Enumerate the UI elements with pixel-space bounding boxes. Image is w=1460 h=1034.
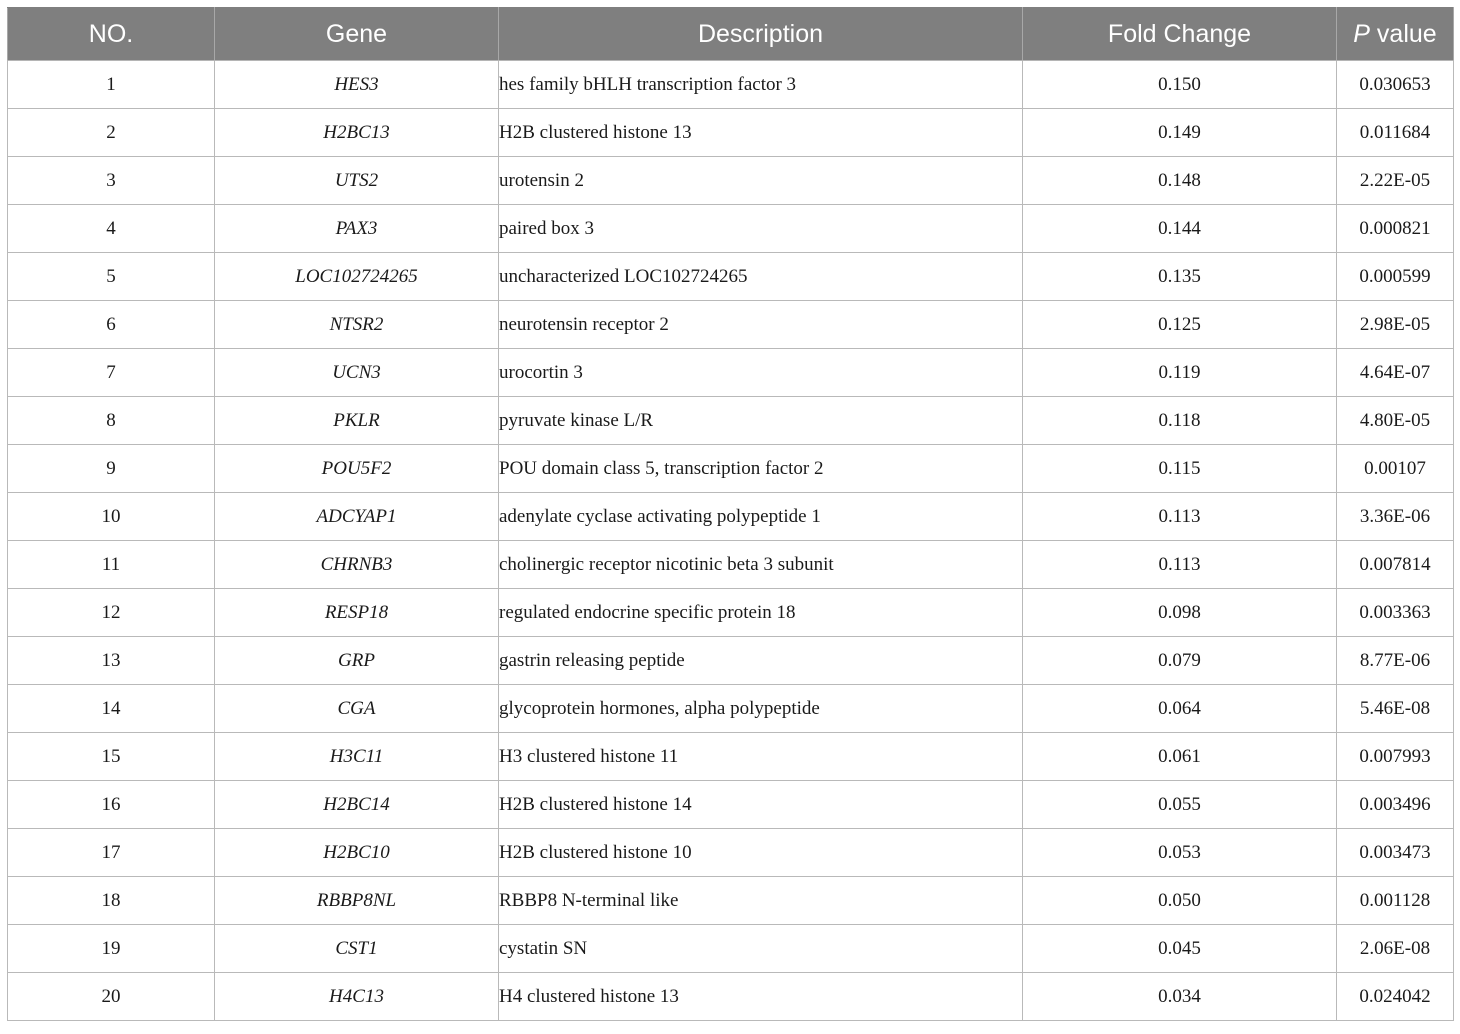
cell-description: H2B clustered histone 14 bbox=[499, 781, 1023, 829]
cell-description: cholinergic receptor nicotinic beta 3 subunit bbox=[499, 541, 1023, 589]
cell-description: H4 clustered histone 13 bbox=[499, 973, 1023, 1021]
table-row bbox=[8, 637, 1454, 685]
cell-fold-change: 0.053 bbox=[1023, 829, 1337, 877]
cell-description: regulated endocrine specific protein 18 bbox=[499, 589, 1023, 637]
table-row bbox=[8, 973, 1454, 1021]
cell-description: pyruvate kinase L/R bbox=[499, 397, 1023, 445]
header-p-value bbox=[1337, 8, 1454, 61]
table-row bbox=[8, 685, 1454, 733]
cell-p-value: 0.007993 bbox=[1337, 733, 1454, 781]
cell-p-value: 4.80E-05 bbox=[1337, 397, 1454, 445]
cell-description: urocortin 3 bbox=[499, 349, 1023, 397]
cell-no: 20 bbox=[8, 973, 215, 1021]
header-gene: Gene bbox=[215, 8, 499, 61]
cell-description: gastrin releasing peptide bbox=[499, 637, 1023, 685]
cell-fold-change: 0.118 bbox=[1023, 397, 1337, 445]
cell-p-value: 0.00107 bbox=[1337, 445, 1454, 493]
cell-no: 8 bbox=[8, 397, 215, 445]
cell-fold-change: 0.061 bbox=[1023, 733, 1337, 781]
table-row bbox=[8, 829, 1454, 877]
cell-description: adenylate cyclase activating polypeptide 1 bbox=[499, 493, 1023, 541]
cell-p-value: 0.001128 bbox=[1337, 877, 1454, 925]
cell-description: glycoprotein hormones, alpha polypeptide bbox=[499, 685, 1023, 733]
table-row bbox=[8, 109, 1454, 157]
cell-gene: CST1 bbox=[215, 925, 499, 973]
header-p-rest: value bbox=[1369, 19, 1437, 48]
cell-fold-change: 0.050 bbox=[1023, 877, 1337, 925]
cell-p-value: 4.64E-07 bbox=[1337, 349, 1454, 397]
table-row bbox=[8, 733, 1454, 781]
cell-description: neurotensin receptor 2 bbox=[499, 301, 1023, 349]
cell-p-value: 2.98E-05 bbox=[1337, 301, 1454, 349]
table-row bbox=[8, 493, 1454, 541]
cell-no: 7 bbox=[8, 349, 215, 397]
table-row bbox=[8, 157, 1454, 205]
cell-fold-change: 0.149 bbox=[1023, 109, 1337, 157]
cell-fold-change: 0.098 bbox=[1023, 589, 1337, 637]
cell-gene: ADCYAP1 bbox=[215, 493, 499, 541]
cell-gene: CHRNB3 bbox=[215, 541, 499, 589]
cell-gene: CGA bbox=[215, 685, 499, 733]
cell-description: cystatin SN bbox=[499, 925, 1023, 973]
cell-p-value: 0.003496 bbox=[1337, 781, 1454, 829]
cell-no: 18 bbox=[8, 877, 215, 925]
header-row bbox=[8, 8, 1454, 61]
cell-gene: RBBP8NL bbox=[215, 877, 499, 925]
cell-fold-change: 0.150 bbox=[1023, 61, 1337, 109]
header-p-italic: P bbox=[1353, 19, 1370, 48]
cell-fold-change: 0.119 bbox=[1023, 349, 1337, 397]
table-row bbox=[8, 301, 1454, 349]
cell-no: 2 bbox=[8, 109, 215, 157]
cell-fold-change: 0.113 bbox=[1023, 541, 1337, 589]
cell-gene: UCN3 bbox=[215, 349, 499, 397]
cell-no: 13 bbox=[8, 637, 215, 685]
cell-no: 6 bbox=[8, 301, 215, 349]
cell-gene: H2BC10 bbox=[215, 829, 499, 877]
table-row bbox=[8, 253, 1454, 301]
cell-no: 16 bbox=[8, 781, 215, 829]
cell-gene: PKLR bbox=[215, 397, 499, 445]
cell-gene: NTSR2 bbox=[215, 301, 499, 349]
cell-p-value: 5.46E-08 bbox=[1337, 685, 1454, 733]
table-body bbox=[8, 61, 1454, 1021]
cell-fold-change: 0.034 bbox=[1023, 973, 1337, 1021]
cell-p-value: 0.003473 bbox=[1337, 829, 1454, 877]
cell-fold-change: 0.135 bbox=[1023, 253, 1337, 301]
cell-gene: H3C11 bbox=[215, 733, 499, 781]
cell-fold-change: 0.064 bbox=[1023, 685, 1337, 733]
table-row bbox=[8, 925, 1454, 973]
table-row bbox=[8, 397, 1454, 445]
cell-p-value: 0.030653 bbox=[1337, 61, 1454, 109]
cell-description: uncharacterized LOC102724265 bbox=[499, 253, 1023, 301]
cell-fold-change: 0.045 bbox=[1023, 925, 1337, 973]
cell-gene: H2BC14 bbox=[215, 781, 499, 829]
cell-p-value: 0.003363 bbox=[1337, 589, 1454, 637]
cell-fold-change: 0.125 bbox=[1023, 301, 1337, 349]
cell-fold-change: 0.113 bbox=[1023, 493, 1337, 541]
table-row bbox=[8, 61, 1454, 109]
table-row bbox=[8, 781, 1454, 829]
cell-description: H2B clustered histone 10 bbox=[499, 829, 1023, 877]
cell-p-value: 8.77E-06 bbox=[1337, 637, 1454, 685]
cell-no: 4 bbox=[8, 205, 215, 253]
header-description: Description bbox=[499, 8, 1023, 61]
cell-no: 17 bbox=[8, 829, 215, 877]
header-fold-change: Fold Change bbox=[1023, 8, 1337, 61]
cell-gene: POU5F2 bbox=[215, 445, 499, 493]
cell-gene: GRP bbox=[215, 637, 499, 685]
cell-gene: HES3 bbox=[215, 61, 499, 109]
cell-no: 15 bbox=[8, 733, 215, 781]
cell-gene: PAX3 bbox=[215, 205, 499, 253]
table-header bbox=[8, 8, 1454, 61]
cell-no: 12 bbox=[8, 589, 215, 637]
cell-no: 11 bbox=[8, 541, 215, 589]
cell-p-value: 3.36E-06 bbox=[1337, 493, 1454, 541]
cell-p-value: 0.000599 bbox=[1337, 253, 1454, 301]
cell-fold-change: 0.148 bbox=[1023, 157, 1337, 205]
table-row bbox=[8, 445, 1454, 493]
cell-no: 14 bbox=[8, 685, 215, 733]
cell-no: 5 bbox=[8, 253, 215, 301]
cell-description: RBBP8 N-terminal like bbox=[499, 877, 1023, 925]
gene-table bbox=[7, 7, 1454, 1021]
table-row bbox=[8, 541, 1454, 589]
cell-p-value: 0.024042 bbox=[1337, 973, 1454, 1021]
cell-p-value: 0.011684 bbox=[1337, 109, 1454, 157]
header-no: NO. bbox=[8, 8, 215, 61]
cell-fold-change: 0.115 bbox=[1023, 445, 1337, 493]
cell-description: H3 clustered histone 11 bbox=[499, 733, 1023, 781]
cell-p-value: 2.22E-05 bbox=[1337, 157, 1454, 205]
cell-gene: LOC102724265 bbox=[215, 253, 499, 301]
cell-fold-change: 0.144 bbox=[1023, 205, 1337, 253]
cell-gene: H2BC13 bbox=[215, 109, 499, 157]
cell-description: paired box 3 bbox=[499, 205, 1023, 253]
cell-fold-change: 0.079 bbox=[1023, 637, 1337, 685]
cell-description: H2B clustered histone 13 bbox=[499, 109, 1023, 157]
table-row bbox=[8, 349, 1454, 397]
cell-description: POU domain class 5, transcription factor 2 bbox=[499, 445, 1023, 493]
cell-gene: H4C13 bbox=[215, 973, 499, 1021]
cell-gene: RESP18 bbox=[215, 589, 499, 637]
cell-description: urotensin 2 bbox=[499, 157, 1023, 205]
cell-no: 1 bbox=[8, 61, 215, 109]
cell-no: 19 bbox=[8, 925, 215, 973]
cell-p-value: 0.000821 bbox=[1337, 205, 1454, 253]
cell-no: 3 bbox=[8, 157, 215, 205]
cell-p-value: 0.007814 bbox=[1337, 541, 1454, 589]
cell-description: hes family bHLH transcription factor 3 bbox=[499, 61, 1023, 109]
cell-fold-change: 0.055 bbox=[1023, 781, 1337, 829]
cell-no: 10 bbox=[8, 493, 215, 541]
cell-no: 9 bbox=[8, 445, 215, 493]
table-row bbox=[8, 589, 1454, 637]
table-row bbox=[8, 205, 1454, 253]
cell-gene: UTS2 bbox=[215, 157, 499, 205]
table-row bbox=[8, 877, 1454, 925]
cell-p-value: 2.06E-08 bbox=[1337, 925, 1454, 973]
